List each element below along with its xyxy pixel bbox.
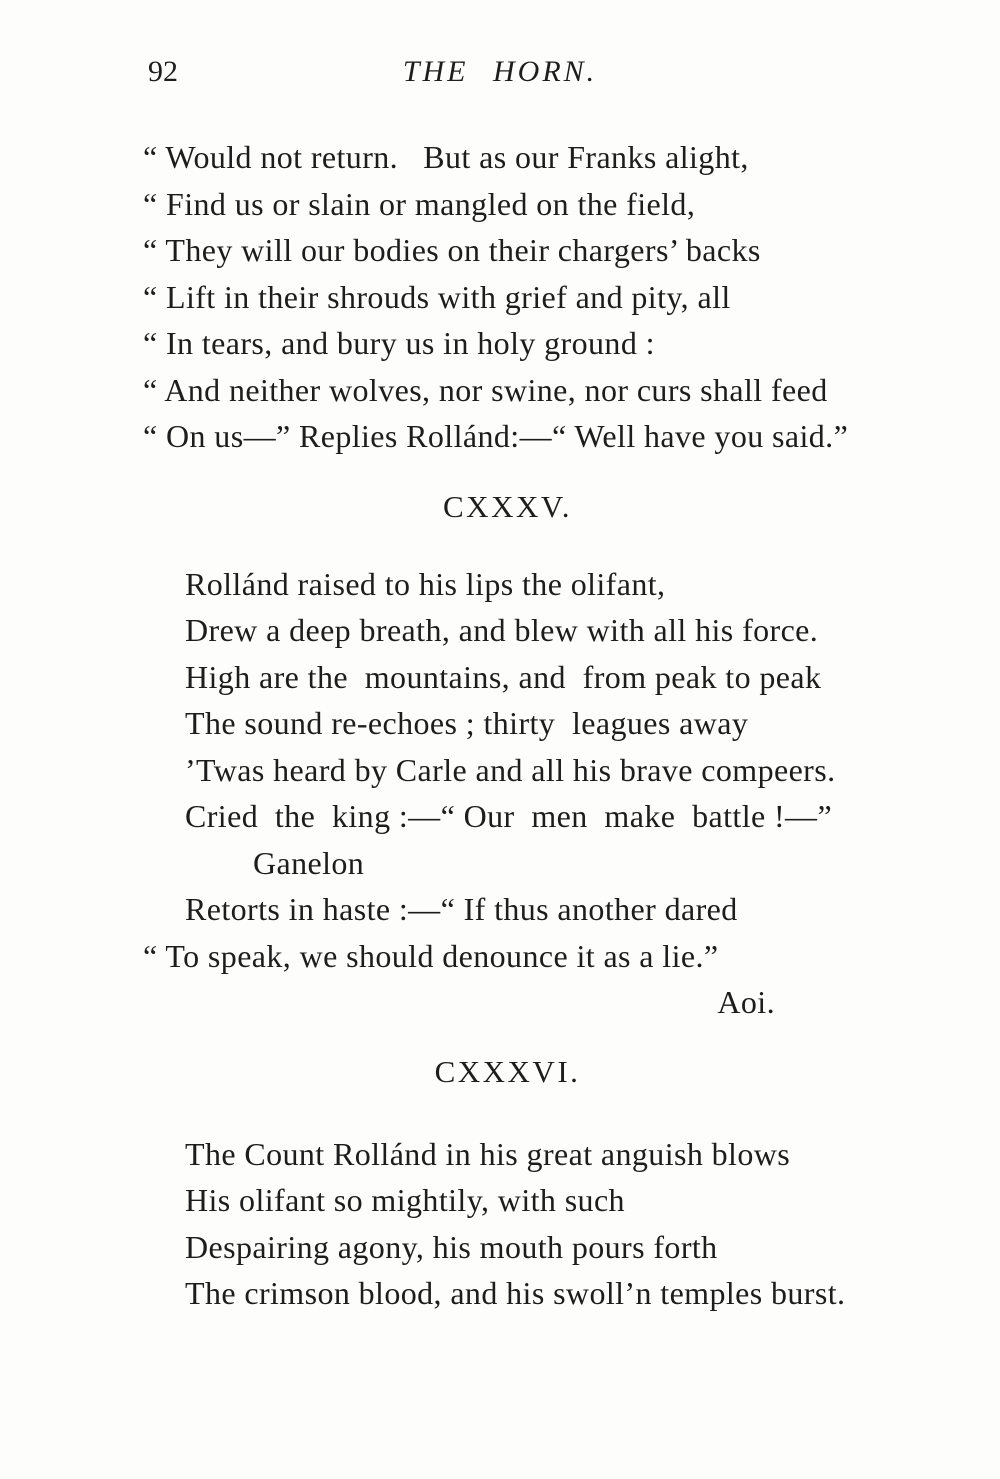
stanza-cxxxv xyxy=(143,561,872,1026)
poem-line: “ In tears, and bury us in holy ground : xyxy=(143,325,655,361)
stanza-heading-cxxxv: CXXXV. xyxy=(443,488,572,524)
poem-line: “ Would not return. But as our Franks alight, xyxy=(143,139,749,175)
refrain-aoi: Aoi. xyxy=(717,984,775,1020)
poem-line: Drew a deep breath, and blew with all his force. xyxy=(185,612,819,648)
page-header xyxy=(0,54,1000,90)
poem-line: “ On us—” Replies Rollánd:—“ Well have you said.” xyxy=(143,418,849,454)
poem-line: Despairing agony, his mouth pours forth xyxy=(185,1228,718,1265)
poem-line: “ Lift in their shrouds with grief and pity, all xyxy=(143,278,731,315)
running-title: THE HORN. xyxy=(402,55,598,88)
stanza-heading-cxxxvi: CXXXVI. xyxy=(434,1053,581,1089)
stanza-cxxxvi xyxy=(143,1131,872,1317)
poem-line: Cried the king :—“ Our men make battle !—” xyxy=(185,798,833,834)
poem-line-indented: Ganelon xyxy=(253,844,365,881)
poem-line: The crimson blood, and his swoll’n temples burst. xyxy=(185,1275,846,1311)
poem-line: “ Find us or slain or mangled on the field, xyxy=(143,185,696,222)
poem-line: Retorts in haste :—“ If thus another dared xyxy=(185,891,738,927)
poem-line: ’Twas heard by Carle and all his brave compeers. xyxy=(185,751,836,788)
poem-line: The Count Rollánd in his great anguish blows xyxy=(185,1135,791,1172)
poem-line: The sound re-echoes ; thirty leagues away xyxy=(185,705,749,741)
poem-line: “ To speak, we should denounce it as a lie.” xyxy=(143,937,719,974)
poem-line: “ And neither wolves, nor swine, nor curs shall feed xyxy=(143,371,828,408)
poem-line: High are the mountains, and from peak to peak xyxy=(185,658,822,695)
page-number: 92 xyxy=(148,55,178,88)
poem-line: “ They will our bodies on their chargers’ backs xyxy=(143,232,761,268)
poem-body xyxy=(0,134,1000,1317)
poem-line: Rollánd raised to his lips the olifant, xyxy=(185,565,666,602)
stanza-continuation xyxy=(143,134,872,460)
poem-line: His olifant so mightily, with such xyxy=(185,1182,625,1218)
